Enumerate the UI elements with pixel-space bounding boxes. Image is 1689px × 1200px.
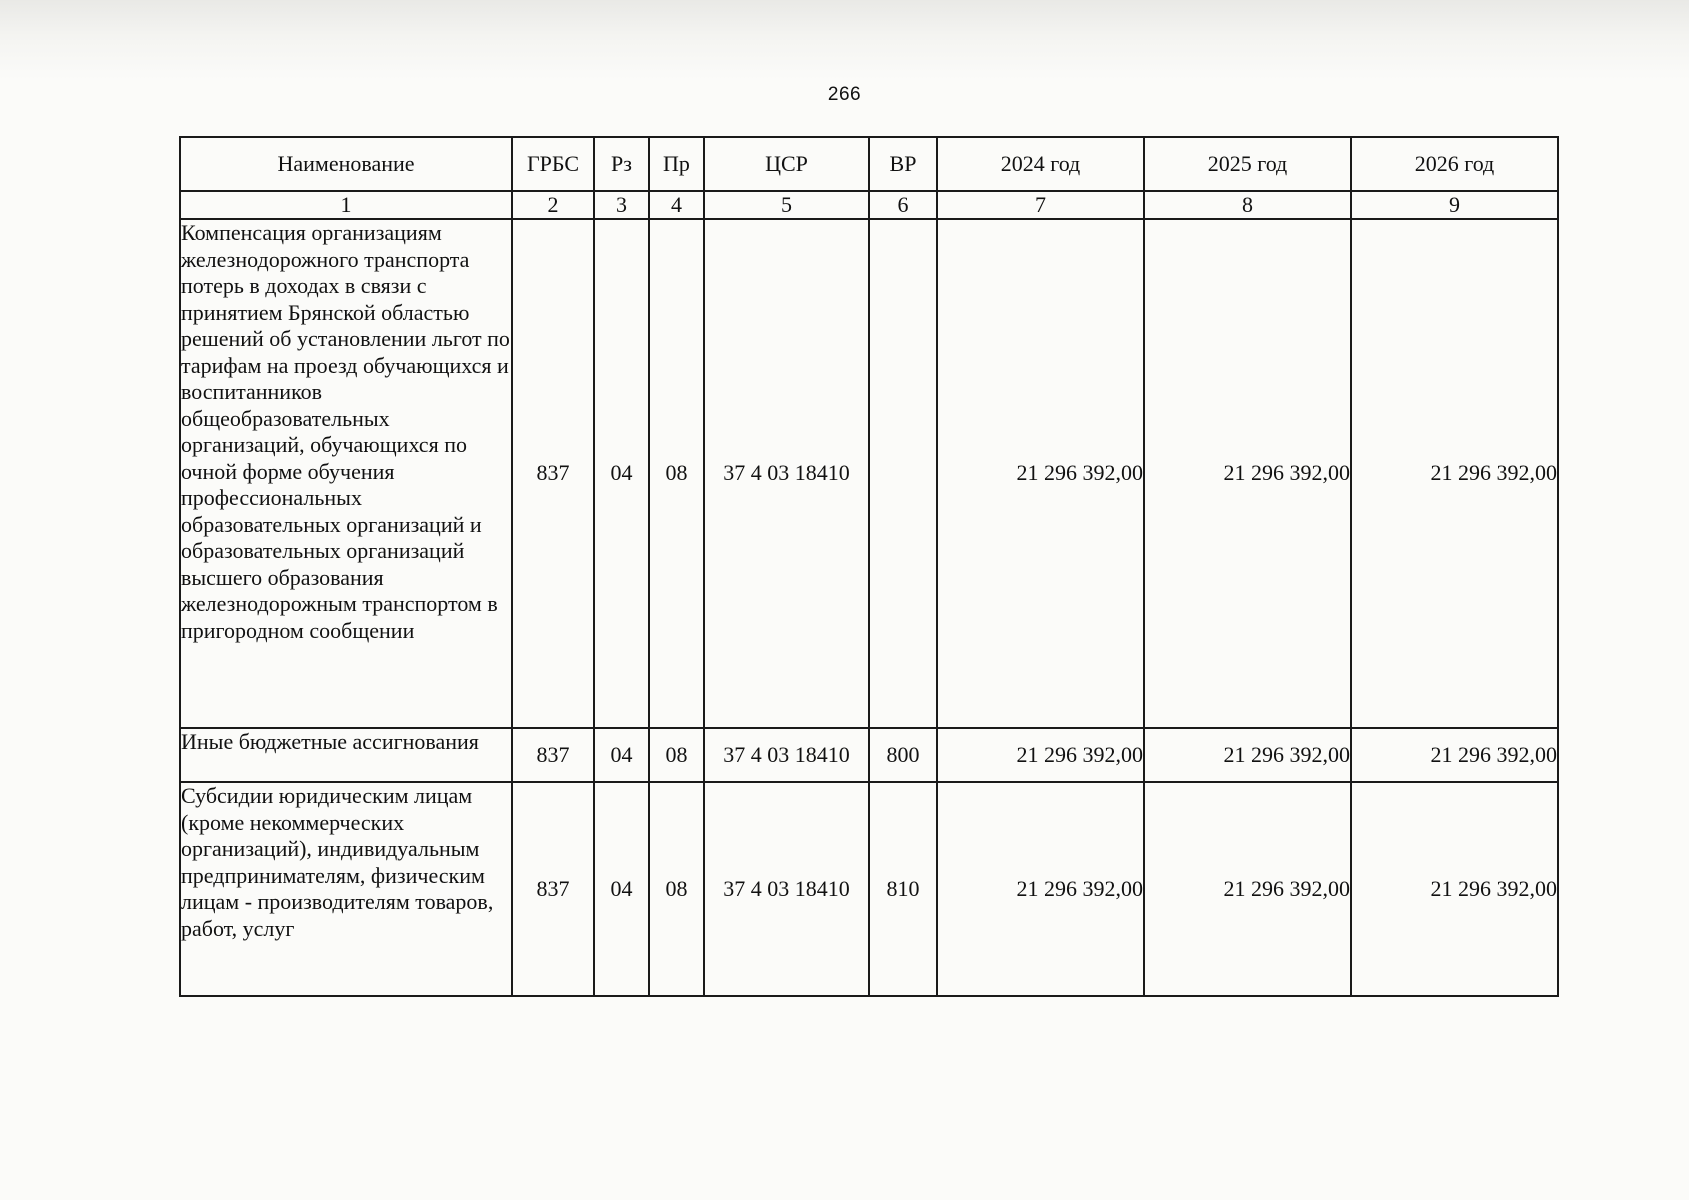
header-cell-2025: 2025 год bbox=[1144, 137, 1351, 191]
row-rz-cell: 04 bbox=[594, 219, 649, 728]
row-vr-cell bbox=[869, 219, 937, 728]
row-name-cell: Иные бюджетные ассигнования bbox=[180, 728, 512, 782]
row-rz-cell: 04 bbox=[594, 782, 649, 996]
row-grbs-cell: 837 bbox=[512, 728, 594, 782]
header-cell-csr: ЦСР bbox=[704, 137, 869, 191]
row-2024-amount: 21 296 392,00 bbox=[937, 219, 1144, 728]
column-number: 3 bbox=[594, 191, 649, 219]
row-2026-amount: 21 296 392,00 bbox=[1351, 782, 1558, 996]
row-2024-amount: 21 296 392,00 bbox=[937, 728, 1144, 782]
row-2024-amount: 21 296 392,00 bbox=[937, 782, 1144, 996]
header-cell-pr: Пр bbox=[649, 137, 704, 191]
scan-shading bbox=[0, 0, 1689, 80]
row-2026-amount: 21 296 392,00 bbox=[1351, 728, 1558, 782]
row-grbs-cell: 837 bbox=[512, 219, 594, 728]
row-vr-cell: 800 bbox=[869, 728, 937, 782]
header-cell-rz: Рз bbox=[594, 137, 649, 191]
column-number: 6 bbox=[869, 191, 937, 219]
table-row bbox=[180, 728, 1558, 782]
row-2025-amount: 21 296 392,00 bbox=[1144, 728, 1351, 782]
column-number: 9 bbox=[1351, 191, 1558, 219]
column-number: 7 bbox=[937, 191, 1144, 219]
row-grbs-cell: 837 bbox=[512, 782, 594, 996]
column-number: 8 bbox=[1144, 191, 1351, 219]
row-vr-cell: 810 bbox=[869, 782, 937, 996]
row-pr-cell: 08 bbox=[649, 728, 704, 782]
header-cell-grbs: ГРБС bbox=[512, 137, 594, 191]
column-number: 5 bbox=[704, 191, 869, 219]
column-number: 2 bbox=[512, 191, 594, 219]
column-number: 4 bbox=[649, 191, 704, 219]
row-name-cell: Компенсация организациям железнодорожного транспорта потерь в доходах в связи с принятием Брянской областью решений об установлении льгот по тарифам на проезд обучающихся и воспитанников общеобразовательных организаций, обучающихся по очной форме обучения профессиональных образовательных организаций и образовательных организаций высшего образования железнодорожным транспортом в пригородном сообщении bbox=[180, 219, 512, 728]
row-csr-cell: 37 4 03 18410 bbox=[704, 728, 869, 782]
column-number-row bbox=[180, 191, 1558, 219]
row-2026-amount: 21 296 392,00 bbox=[1351, 219, 1558, 728]
row-pr-cell: 08 bbox=[649, 782, 704, 996]
row-rz-cell: 04 bbox=[594, 728, 649, 782]
page-number: 266 bbox=[827, 84, 862, 105]
header-cell-name: Наименование bbox=[180, 137, 512, 191]
table-row bbox=[180, 219, 1558, 728]
row-2025-amount: 21 296 392,00 bbox=[1144, 782, 1351, 996]
header-cell-2026: 2026 год bbox=[1351, 137, 1558, 191]
row-pr-cell: 08 bbox=[649, 219, 704, 728]
column-number: 1 bbox=[180, 191, 512, 219]
row-csr-cell: 37 4 03 18410 bbox=[704, 782, 869, 996]
row-csr-cell: 37 4 03 18410 bbox=[704, 219, 869, 728]
header-row bbox=[180, 137, 1558, 191]
row-name-cell: Субсидии юридическим лицам (кроме некоммерческих организаций), индивидуальным предпринимателям, физическим лицам - производителям товаров, работ, услуг bbox=[180, 782, 512, 996]
budget-table bbox=[179, 136, 1559, 997]
row-2025-amount: 21 296 392,00 bbox=[1144, 219, 1351, 728]
table-row bbox=[180, 782, 1558, 996]
header-cell-vr: ВР bbox=[869, 137, 937, 191]
header-cell-2024: 2024 год bbox=[937, 137, 1144, 191]
